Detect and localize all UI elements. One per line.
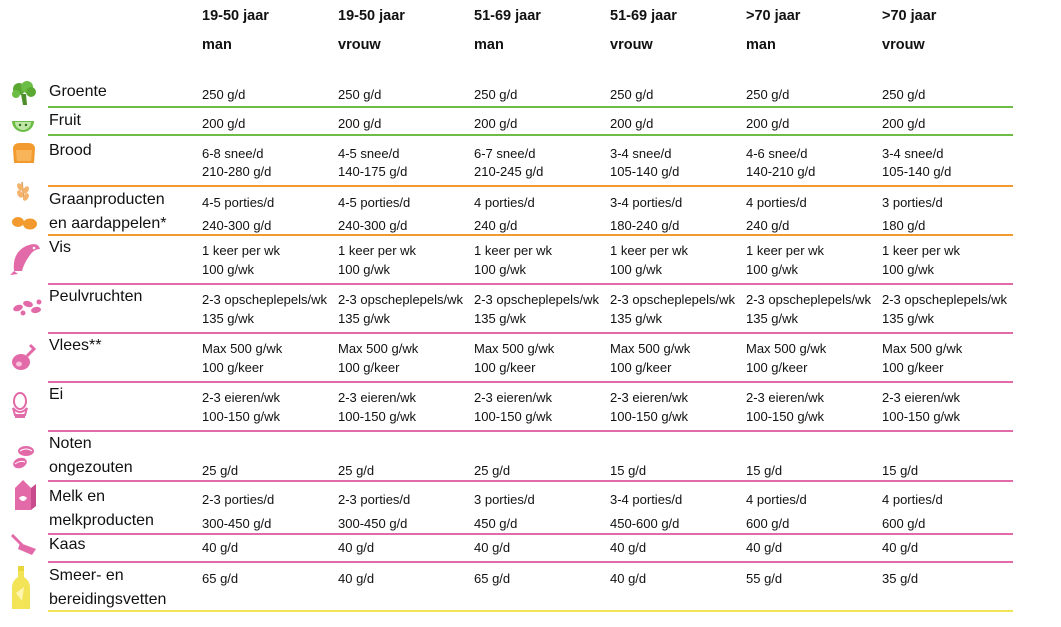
milk-carton-icon xyxy=(10,478,38,517)
table-cell: 100 g/keer xyxy=(882,360,944,375)
column-header-sex: man xyxy=(474,37,504,53)
table-cell: 35 g/d xyxy=(882,571,919,586)
table-cell: 1 keer per wk xyxy=(202,243,281,258)
table-cell: 105-140 g/d xyxy=(610,164,680,179)
table-cell: 250 g/d xyxy=(338,87,382,102)
table-cell: 65 g/d xyxy=(474,571,511,586)
table-cell: 200 g/d xyxy=(746,116,790,131)
table-cell: 135 g/wk xyxy=(882,311,935,326)
row-divider xyxy=(48,480,1013,482)
table-cell: 100 g/wk xyxy=(474,262,527,277)
table-cell: 6-7 snee/d xyxy=(474,146,536,161)
table-cell: 40 g/d xyxy=(610,571,647,586)
table-cell: 100-150 g/wk xyxy=(474,409,553,424)
table-cell: 100 g/keer xyxy=(474,360,536,375)
row-label: en aardappelen* xyxy=(49,215,167,232)
table-cell: 200 g/d xyxy=(882,116,926,131)
row-divider xyxy=(48,234,1013,236)
table-cell: 40 g/d xyxy=(746,540,783,555)
column-header-sex: man xyxy=(746,37,776,53)
table-cell: 3-4 snee/d xyxy=(610,146,672,161)
table-cell: 2-3 opscheplepels/wk xyxy=(882,292,1008,307)
table-cell: 100 g/keer xyxy=(202,360,264,375)
row-label: Kaas xyxy=(49,536,86,553)
table-cell: 100-150 g/wk xyxy=(202,409,281,424)
table-cell: 65 g/d xyxy=(202,571,239,586)
row-label: Fruit xyxy=(49,112,81,129)
table-cell: 40 g/d xyxy=(882,540,919,555)
table-cell: 600 g/d xyxy=(882,516,926,531)
row-label: Graanproducten xyxy=(49,191,165,208)
row-label: ongezouten xyxy=(49,459,133,476)
table-cell: 100-150 g/wk xyxy=(610,409,689,424)
table-cell: 2-3 porties/d xyxy=(338,492,411,507)
table-cell: 180-240 g/d xyxy=(610,218,680,233)
column-header-sex: vrouw xyxy=(610,37,653,53)
table-cell: 200 g/d xyxy=(474,116,518,131)
table-cell: 450 g/d xyxy=(474,516,518,531)
table-cell: 100 g/keer xyxy=(338,360,400,375)
table-cell: 15 g/d xyxy=(882,463,919,478)
bread-icon xyxy=(10,141,38,170)
table-cell: 1 keer per wk xyxy=(338,243,417,258)
row-label: melkproducten xyxy=(49,512,154,529)
column-header-sex: man xyxy=(202,37,232,53)
table-cell: 100 g/keer xyxy=(610,360,672,375)
table-cell: 4-6 snee/d xyxy=(746,146,808,161)
nuts-icon xyxy=(10,443,40,478)
table-cell: 450-600 g/d xyxy=(610,516,680,531)
table-cell: Max 500 g/wk xyxy=(882,341,963,356)
table-cell: 135 g/wk xyxy=(610,311,663,326)
table-cell: 135 g/wk xyxy=(338,311,391,326)
table-cell: 2-3 eieren/wk xyxy=(746,390,825,405)
table-cell: 1 keer per wk xyxy=(474,243,553,258)
row-label: Noten xyxy=(49,435,92,452)
row-divider xyxy=(48,610,1013,612)
row-label: Peulvruchten xyxy=(49,288,143,305)
table-cell: 3-4 porties/d xyxy=(610,492,683,507)
broccoli-icon xyxy=(10,80,38,111)
table-cell: 2-3 eieren/wk xyxy=(474,390,553,405)
column-header-age: >70 jaar xyxy=(746,8,801,24)
table-cell: 105-140 g/d xyxy=(882,164,952,179)
fish-icon xyxy=(10,241,42,280)
table-cell: 4-5 porties/d xyxy=(338,195,411,210)
table-cell: 100-150 g/wk xyxy=(746,409,825,424)
table-cell: 140-175 g/d xyxy=(338,164,408,179)
table-cell: 2-3 eieren/wk xyxy=(338,390,417,405)
table-cell: 240 g/d xyxy=(474,218,518,233)
table-cell: 240 g/d xyxy=(746,218,790,233)
table-cell: 2-3 porties/d xyxy=(202,492,275,507)
column-header-age: 51-69 jaar xyxy=(474,8,541,24)
row-divider xyxy=(48,533,1013,535)
table-cell: 250 g/d xyxy=(746,87,790,102)
table-cell: 135 g/wk xyxy=(202,311,255,326)
row-divider xyxy=(48,381,1013,383)
table-cell: 1 keer per wk xyxy=(882,243,961,258)
meat-icon xyxy=(10,343,38,378)
oil-bottle-icon xyxy=(10,565,32,616)
row-label: Melk en xyxy=(49,488,106,505)
table-cell: 2-3 eieren/wk xyxy=(882,390,961,405)
table-cell: 100-150 g/wk xyxy=(882,409,961,424)
column-header-sex: vrouw xyxy=(338,37,381,53)
table-cell: 100 g/wk xyxy=(610,262,663,277)
table-cell: 100-150 g/wk xyxy=(338,409,417,424)
fruit-slice-icon xyxy=(10,117,36,140)
row-divider xyxy=(48,185,1013,187)
row-divider xyxy=(48,283,1013,285)
table-cell: 4 porties/d xyxy=(474,195,535,210)
row-label: Brood xyxy=(49,142,92,159)
table-cell: 2-3 eieren/wk xyxy=(202,390,281,405)
row-divider xyxy=(48,332,1013,334)
table-cell: Max 500 g/wk xyxy=(338,341,419,356)
table-cell: 210-280 g/d xyxy=(202,164,272,179)
grain-potato-icon xyxy=(10,180,40,237)
cheese-slicer-icon xyxy=(10,533,40,562)
table-cell: 200 g/d xyxy=(338,116,382,131)
table-cell: 600 g/d xyxy=(746,516,790,531)
row-divider xyxy=(48,561,1013,563)
column-header-age: 19-50 jaar xyxy=(338,8,405,24)
table-cell: 3-4 snee/d xyxy=(882,146,944,161)
row-label: Ei xyxy=(49,386,64,403)
table-cell: 4-5 porties/d xyxy=(202,195,275,210)
table-cell: 1 keer per wk xyxy=(746,243,825,258)
table-cell: 250 g/d xyxy=(474,87,518,102)
table-cell: 180 g/d xyxy=(882,218,926,233)
egg-icon xyxy=(10,391,30,424)
table-cell: 3 porties/d xyxy=(882,195,943,210)
table-cell: 2-3 opscheplepels/wk xyxy=(746,292,872,307)
row-divider xyxy=(48,134,1013,136)
table-cell: 6-8 snee/d xyxy=(202,146,264,161)
table-cell: 25 g/d xyxy=(474,463,511,478)
table-cell: 200 g/d xyxy=(610,116,654,131)
table-cell: Max 500 g/wk xyxy=(746,341,827,356)
table-cell: 300-450 g/d xyxy=(338,516,408,531)
table-cell: 2-3 opscheplepels/wk xyxy=(474,292,600,307)
table-cell: Max 500 g/wk xyxy=(202,341,283,356)
table-cell: 3 porties/d xyxy=(474,492,535,507)
table-cell: 15 g/d xyxy=(746,463,783,478)
table-cell: 100 g/wk xyxy=(338,262,391,277)
table-cell: 40 g/d xyxy=(338,571,375,586)
table-cell: 100 g/wk xyxy=(746,262,799,277)
table-cell: 1 keer per wk xyxy=(610,243,689,258)
column-header-age: 19-50 jaar xyxy=(202,8,269,24)
table-cell: 4 porties/d xyxy=(746,492,807,507)
table-cell: 250 g/d xyxy=(610,87,654,102)
table-cell: 40 g/d xyxy=(338,540,375,555)
table-cell: 40 g/d xyxy=(610,540,647,555)
row-label: Smeer- en xyxy=(49,567,124,584)
row-label: Vlees** xyxy=(49,337,102,354)
table-cell: 240-300 g/d xyxy=(202,218,272,233)
table-cell: 100 g/keer xyxy=(746,360,808,375)
table-cell: 2-3 opscheplepels/wk xyxy=(610,292,736,307)
row-label: bereidingsvetten xyxy=(49,591,167,608)
table-cell: 2-3 opscheplepels/wk xyxy=(202,292,328,307)
table-cell: 40 g/d xyxy=(202,540,239,555)
column-header-age: 51-69 jaar xyxy=(610,8,677,24)
legumes-icon xyxy=(10,294,44,323)
table-cell: 25 g/d xyxy=(338,463,375,478)
row-label: Groente xyxy=(49,83,107,100)
column-header-sex: vrouw xyxy=(882,37,925,53)
table-cell: 210-245 g/d xyxy=(474,164,544,179)
table-cell: 4 porties/d xyxy=(882,492,943,507)
table-cell: 15 g/d xyxy=(610,463,647,478)
table-cell: 2-3 eieren/wk xyxy=(610,390,689,405)
table-cell: 4-5 snee/d xyxy=(338,146,400,161)
table-cell: Max 500 g/wk xyxy=(474,341,555,356)
table-cell: 200 g/d xyxy=(202,116,246,131)
table-cell: 240-300 g/d xyxy=(338,218,408,233)
table-cell: 250 g/d xyxy=(202,87,246,102)
table-cell: 135 g/wk xyxy=(746,311,799,326)
table-cell: 300-450 g/d xyxy=(202,516,272,531)
table-cell: 100 g/wk xyxy=(202,262,255,277)
table-cell: 3-4 porties/d xyxy=(610,195,683,210)
column-header-age: >70 jaar xyxy=(882,8,937,24)
table-cell: 55 g/d xyxy=(746,571,783,586)
table-cell: 40 g/d xyxy=(474,540,511,555)
table-cell: 25 g/d xyxy=(202,463,239,478)
table-cell: 2-3 opscheplepels/wk xyxy=(338,292,464,307)
table-cell: 135 g/wk xyxy=(474,311,527,326)
row-divider xyxy=(48,106,1013,108)
table-cell: 140-210 g/d xyxy=(746,164,816,179)
row-label: Vis xyxy=(49,239,71,256)
table-cell: 250 g/d xyxy=(882,87,926,102)
row-divider xyxy=(48,430,1013,432)
table-cell: Max 500 g/wk xyxy=(610,341,691,356)
table-cell: 4 porties/d xyxy=(746,195,807,210)
table-cell: 100 g/wk xyxy=(882,262,935,277)
